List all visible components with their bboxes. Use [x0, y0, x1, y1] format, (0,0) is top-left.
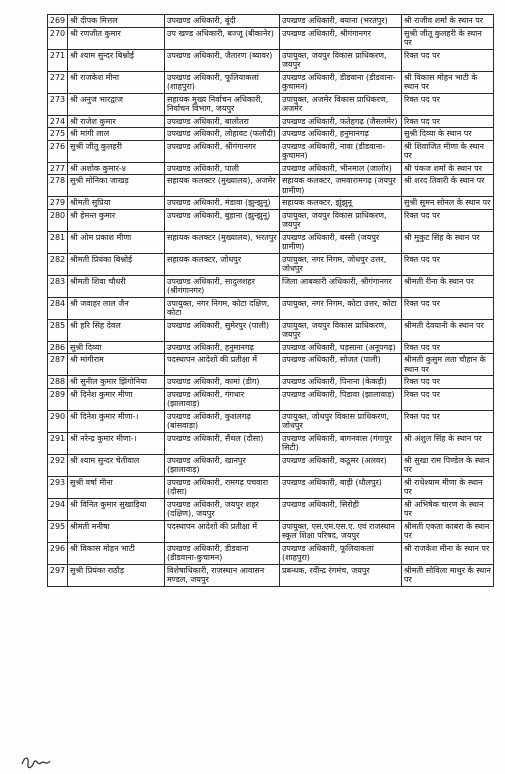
- remark-cell: रिक्त पद पर: [402, 376, 494, 389]
- officer-name-cell: सुश्री प्रियंका राठौड़: [68, 564, 165, 586]
- serial-number-cell: 275: [48, 128, 68, 141]
- serial-number-cell: 295: [48, 520, 68, 542]
- current-post-cell: उपखण्ड अधिकारी, खानपुर (झालावाड़): [165, 454, 280, 476]
- new-post-cell: सहायक कलक्टर, झुंझुनू: [280, 197, 402, 210]
- table-row: [48, 319, 494, 341]
- table-row: [48, 128, 494, 141]
- table-body: [48, 15, 494, 587]
- officer-name-cell: श्रीमती प्रियंका बिश्नोई: [68, 253, 165, 275]
- table-row: [48, 498, 494, 520]
- remark-cell: सुश्री दिव्या के स्थान पर: [402, 128, 494, 141]
- remark-cell: रिक्त पद पर: [402, 49, 494, 71]
- new-post-cell: उपायुक्त, अजमेर विकास प्राधिकरण, अजमेर: [280, 93, 402, 115]
- transfer-order-table: [47, 14, 494, 587]
- serial-number-cell: 288: [48, 376, 68, 389]
- officer-name-cell: श्री अनुज भारद्वाज: [68, 93, 165, 115]
- remark-cell: श्री राजकेश मीना के स्थान पर: [402, 542, 494, 564]
- officer-name-cell: श्री जवाहर लाल जैन: [68, 297, 165, 319]
- serial-number-cell: 281: [48, 231, 68, 253]
- table-row: [48, 71, 494, 93]
- current-post-cell: उपायुक्त, नगर निगम, कोटा दक्षिण, कोटा: [165, 297, 280, 319]
- serial-number-cell: 294: [48, 498, 68, 520]
- table-row: [48, 354, 494, 376]
- remark-cell: सुश्री सुमन सोनल के स्थान पर: [402, 197, 494, 210]
- new-post-cell: उपखण्ड अधिकारी, घड़साना (अनूपगढ़): [280, 341, 402, 354]
- new-post-cell: उपायुक्त, जोधपुर विकास प्राधिकरण, जोधपुर: [280, 410, 402, 432]
- officer-name-cell: श्रीमती सुप्रिया: [68, 197, 165, 210]
- officer-name-cell: श्री मांगीराम: [68, 354, 165, 376]
- remark-cell: रिक्त पद पर: [402, 410, 494, 432]
- remark-cell: श्रीमती सोविला माथुर के स्थान पर: [402, 564, 494, 586]
- remark-cell: रिक्त पद पर: [402, 209, 494, 231]
- serial-number-cell: 296: [48, 542, 68, 564]
- serial-number-cell: 292: [48, 454, 68, 476]
- serial-number-cell: 277: [48, 162, 68, 175]
- table-row: [48, 388, 494, 410]
- current-post-cell: उपखण्ड अधिकारी, गंगधार (झालावाड़): [165, 388, 280, 410]
- current-post-cell: उपखण्ड अधिकारी, मंडावा (झुन्झुनू): [165, 197, 280, 210]
- remark-cell: रिक्त पद पर: [402, 297, 494, 319]
- remark-cell: श्री राजीव शर्मा के स्थान पर: [402, 15, 494, 28]
- table-row: [48, 476, 494, 498]
- serial-number-cell: 270: [48, 27, 68, 49]
- remark-cell: श्री शरद तिवारी के स्थान पर: [402, 175, 494, 197]
- current-post-cell: उपखण्ड अधिकारी, रामगढ़ पचवारा (दौसा): [165, 476, 280, 498]
- table-row: [48, 15, 494, 28]
- new-post-cell: उपायुक्त, जयपुर विकास प्राधिकरण, जयपुर: [280, 319, 402, 341]
- serial-number-cell: 276: [48, 140, 68, 162]
- current-post-cell: सहायक मुख्य निर्वाचन अधिकारी, निर्वाचन विभाग, जयपुर: [165, 93, 280, 115]
- current-post-cell: उपखण्ड अधिकारी, श्रीगंगानगर: [165, 140, 280, 162]
- current-post-cell: उपखण्ड अधिकारी, पाली: [165, 162, 280, 175]
- new-post-cell: उपखण्ड अधिकारी, डीडवाना (डीडवाना-कुचामन): [280, 71, 402, 93]
- serial-number-cell: 273: [48, 93, 68, 115]
- remark-cell: रिक्त पद पर: [402, 388, 494, 410]
- serial-number-cell: 293: [48, 476, 68, 498]
- remark-cell: रिक्त पद पर: [402, 93, 494, 115]
- current-post-cell: उप खण्ड अधिकारी, बज्जू (बीकानेर): [165, 27, 280, 49]
- current-post-cell: उपखण्ड अधिकारी, जैतारण (ब्यावर): [165, 49, 280, 71]
- table-row: [48, 197, 494, 210]
- remark-cell: श्री सुखा राम पिण्डेल के स्थान पर: [402, 454, 494, 476]
- new-post-cell: उपखण्ड अधिकारी, फूलियाकलां (शाहपुरा): [280, 542, 402, 564]
- current-post-cell: सहायक कलक्टर, जोधपुर: [165, 253, 280, 275]
- remark-cell: श्री राधेश्याम मीणा के स्थान पर: [402, 476, 494, 498]
- current-post-cell: उपखण्ड अधिकारी, सुमेरपुर (पाली): [165, 319, 280, 341]
- serial-number-cell: 280: [48, 209, 68, 231]
- remark-cell: श्री पंकज शर्मा के स्थान पर: [402, 162, 494, 175]
- current-post-cell: सहायक कलक्टर (मुख्यालय), अजमेर: [165, 175, 280, 197]
- current-post-cell: उपखण्ड अधिकारी, कुशलगढ़ (बांसवाड़ा): [165, 410, 280, 432]
- officer-name-cell: श्री दीपक मित्तल: [68, 15, 165, 28]
- officer-name-cell: सुश्री मोनिका जाखड़: [68, 175, 165, 197]
- current-post-cell: उपखण्ड अधिकारी, डीडवाना (डीडवाना-कुचामन): [165, 542, 280, 564]
- remark-cell: रिक्त पद पर: [402, 341, 494, 354]
- serial-number-cell: 287: [48, 354, 68, 376]
- current-post-cell: सहायक कलक्टर (मुख्यालय), भरतपुर: [165, 231, 280, 253]
- officer-name-cell: श्री अशोक कुमार-४: [68, 162, 165, 175]
- officer-name-cell: श्री विकास मोहन भाटी: [68, 542, 165, 564]
- serial-number-cell: 282: [48, 253, 68, 275]
- serial-number-cell: 269: [48, 15, 68, 28]
- serial-number-cell: 286: [48, 341, 68, 354]
- table-row: [48, 209, 494, 231]
- current-post-cell: पदस्थापन आदेशों की प्रतीक्षा में: [165, 520, 280, 542]
- table-row: [48, 275, 494, 297]
- serial-number-cell: 297: [48, 564, 68, 586]
- officer-name-cell: श्री हेमन्त कुमार: [68, 209, 165, 231]
- remark-cell: श्री विकास मोहन भाटी के स्थान पर: [402, 71, 494, 93]
- current-post-cell: उपखण्ड अधिकारी, कामां (डीग): [165, 376, 280, 389]
- officer-name-cell: श्री रणजीत कुमार: [68, 27, 165, 49]
- new-post-cell: उपायुक्त, नगर निगम, कोटा उत्तर, कोटा: [280, 297, 402, 319]
- table-row: [48, 542, 494, 564]
- officer-name-cell: श्री सुनील कुमार झिंगोनिया: [68, 376, 165, 389]
- officer-name-cell: श्री मांगी लाल: [68, 128, 165, 141]
- remark-cell: श्री अंशुल सिंह के स्थान पर: [402, 432, 494, 454]
- remark-cell: श्रीमती एकता काबरा के स्थान पर: [402, 520, 494, 542]
- remark-cell: रिक्त पद पर: [402, 115, 494, 128]
- current-post-cell: उपखण्ड अधिकारी, सैंथल (दौसा): [165, 432, 280, 454]
- new-post-cell: उपखण्ड अधिकारी, हनुमानगढ़: [280, 128, 402, 141]
- serial-number-cell: 271: [48, 49, 68, 71]
- officer-name-cell: श्री दिनेश कुमार मीणा: [68, 388, 165, 410]
- current-post-cell: पदस्थापन आदेशों की प्रतीक्षा में: [165, 354, 280, 376]
- new-post-cell: उपखण्ड अधिकारी, पिडावा (झालावाड़): [280, 388, 402, 410]
- current-post-cell: उपखण्ड अधिकारी, जयपुर शहर (दक्षिण), जयपुर: [165, 498, 280, 520]
- serial-number-cell: 291: [48, 432, 68, 454]
- table-row: [48, 376, 494, 389]
- remark-cell: श्रीमती रीना के स्थान पर: [402, 275, 494, 297]
- current-post-cell: उपखण्ड अधिकारी, बालोतरा: [165, 115, 280, 128]
- table-row: [48, 432, 494, 454]
- table-row: [48, 93, 494, 115]
- officer-name-cell: श्री श्याम सुन्दर बिश्नोई: [68, 49, 165, 71]
- serial-number-cell: 285: [48, 319, 68, 341]
- officer-name-cell: श्री राजकेश मीना: [68, 71, 165, 93]
- current-post-cell: उपखण्ड अधिकारी, लोहावट (फलौदी): [165, 128, 280, 141]
- new-post-cell: उपखण्ड अधिकारी, भीनमाल (जालोर): [280, 162, 402, 175]
- table-row: [48, 162, 494, 175]
- serial-number-cell: 283: [48, 275, 68, 297]
- serial-number-cell: 274: [48, 115, 68, 128]
- table-row: [48, 27, 494, 49]
- remark-cell: रिक्त पद पर: [402, 253, 494, 275]
- handwritten-signature: [20, 752, 54, 772]
- current-post-cell: उपखण्ड अधिकारी, फूलियाकलां (शाहपुरा): [165, 71, 280, 93]
- new-post-cell: उपखण्ड अधिकारी, बयाना (भरतपुर): [280, 15, 402, 28]
- new-post-cell: उपखण्ड अधिकारी, सोजत (पाली): [280, 354, 402, 376]
- serial-number-cell: 272: [48, 71, 68, 93]
- current-post-cell: विशेषाधिकारी, राजस्थान आवासन मण्डल, जयपुर: [165, 564, 280, 586]
- officer-name-cell: श्री दिनेश कुमार मीणा-।: [68, 410, 165, 432]
- table-row: [48, 253, 494, 275]
- remark-cell: श्री शिवाजित मीणा के स्थान पर: [402, 140, 494, 162]
- new-post-cell: उपखण्ड अधिकारी, कठूमर (अलवर): [280, 454, 402, 476]
- new-post-cell: जिला आबकारी अधिकारी, श्रीगंगानगर: [280, 275, 402, 297]
- table-row: [48, 49, 494, 71]
- new-post-cell: उपखण्ड अधिकारी, सिरोही: [280, 498, 402, 520]
- officer-name-cell: सुश्री दिव्या: [68, 341, 165, 354]
- serial-number-cell: 279: [48, 197, 68, 210]
- current-post-cell: उपखण्ड अधिकारी, बूंदी: [165, 15, 280, 28]
- officer-name-cell: श्री ओम प्रकाश मीणा: [68, 231, 165, 253]
- new-post-cell: उपखण्ड अधिकारी, बागनवास (गंगापुर सिटी): [280, 432, 402, 454]
- new-post-cell: उपायुक्त, नगर निगम, जोधपुर उत्तर, जोधपुर: [280, 253, 402, 275]
- table-row: [48, 520, 494, 542]
- current-post-cell: उपखण्ड अधिकारी, सादुलशहर (श्रीगंगानगर): [165, 275, 280, 297]
- officer-name-cell: श्रीमती मनीषा: [68, 520, 165, 542]
- table-row: [48, 140, 494, 162]
- remark-cell: श्रीमती कुसुम लता चौहान के स्थान पर: [402, 354, 494, 376]
- remark-cell: श्री अभिषेक चारण के स्थान पर: [402, 498, 494, 520]
- new-post-cell: उपायुक्त, जयपुर विकास प्राधिकरण, जयपुर: [280, 49, 402, 71]
- officer-name-cell: श्री नरेन्द्र कुमार मीणा-।: [68, 432, 165, 454]
- current-post-cell: उपखण्ड अधिकारी, बुहाना (झुन्झुनू): [165, 209, 280, 231]
- new-post-cell: उपखण्ड अधिकारी, फतेहगढ़ (जैसलमेर): [280, 115, 402, 128]
- table-row: [48, 115, 494, 128]
- officer-name-cell: श्रीमती शिवा चौधरी: [68, 275, 165, 297]
- table-row: [48, 410, 494, 432]
- new-post-cell: उपखण्ड अधिकारी, नावा (डीडवाना-कुचामन): [280, 140, 402, 162]
- serial-number-cell: 289: [48, 388, 68, 410]
- officer-name-cell: श्री राजेश कुमार: [68, 115, 165, 128]
- serial-number-cell: 284: [48, 297, 68, 319]
- table-row: [48, 175, 494, 197]
- table-row: [48, 341, 494, 354]
- new-post-cell: उपायुक्त, जयपुर विकास प्राधिकरण, जयपुर: [280, 209, 402, 231]
- new-post-cell: उपखण्ड अधिकारी, बस्सी (जयपुर ग्रामीण): [280, 231, 402, 253]
- table-row: [48, 231, 494, 253]
- new-post-cell: सहायक कलक्टर, जमवारामगढ़ (जयपुर ग्रामीण): [280, 175, 402, 197]
- new-post-cell: उपखण्ड अधिकारी, श्रीगंगानगर: [280, 27, 402, 49]
- remark-cell: सुश्री जीतू कुलहरी के स्थान पर: [402, 27, 494, 49]
- new-post-cell: उपायुक्त, एस.एम.एस.ए. एवं राजस्थान स्कूल शिक्षा परिषद, जयपुर: [280, 520, 402, 542]
- remark-cell: श्री मुकुट सिंह के स्थान पर: [402, 231, 494, 253]
- officer-name-cell: श्री श्याम सुन्दर चेतीवाल: [68, 454, 165, 476]
- officer-name-cell: सुश्री वर्षा मीना: [68, 476, 165, 498]
- serial-number-cell: 278: [48, 175, 68, 197]
- new-post-cell: उपखण्ड अधिकारी, पिनाना (केकड़ी): [280, 376, 402, 389]
- current-post-cell: उपखण्ड अधिकारी, हनुमानगढ़: [165, 341, 280, 354]
- officer-name-cell: श्री हरि सिंह देवल: [68, 319, 165, 341]
- table-row: [48, 454, 494, 476]
- officer-name-cell: सुश्री जीतू कुलहरी: [68, 140, 165, 162]
- new-post-cell: प्रबन्धक, रवीन्द्र रंगमंच, जयपुर: [280, 564, 402, 586]
- table-row: [48, 564, 494, 586]
- officer-name-cell: श्री विनित कुमार सुखाड़िया: [68, 498, 165, 520]
- remark-cell: श्रीमती देवयानी के स्थान पर: [402, 319, 494, 341]
- new-post-cell: उपखण्ड अधिकारी, बाड़ी (धौलपुर): [280, 476, 402, 498]
- serial-number-cell: 290: [48, 410, 68, 432]
- table-row: [48, 297, 494, 319]
